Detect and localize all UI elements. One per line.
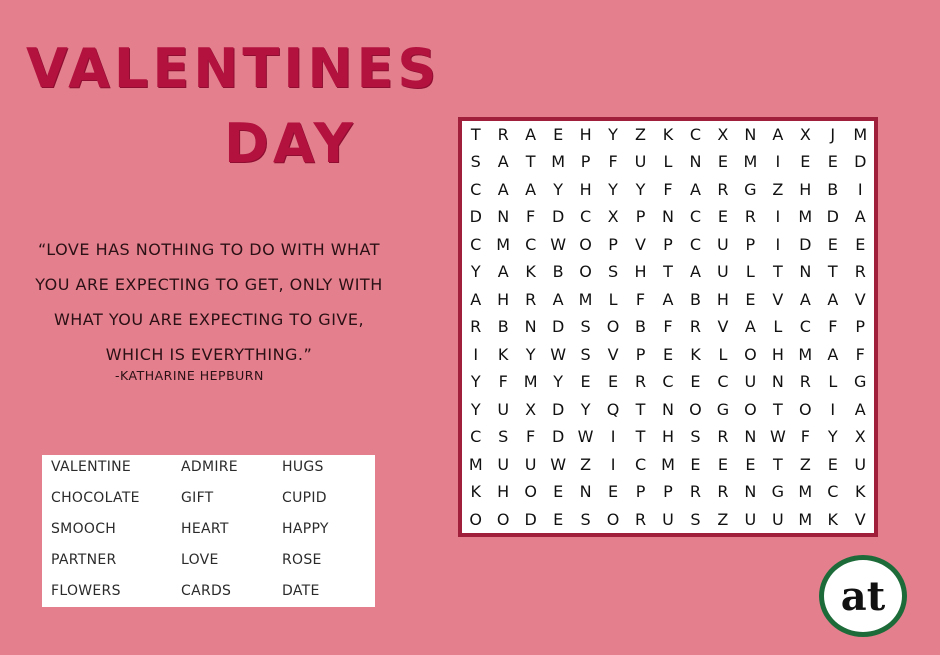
grid-letter[interactable]: R: [497, 125, 509, 144]
grid-letter[interactable]: Z: [635, 125, 646, 144]
grid-letter[interactable]: G: [854, 372, 867, 392]
grid-letter[interactable]: R: [689, 482, 701, 502]
brand-logo: [819, 555, 907, 637]
word-list: [42, 455, 375, 607]
grid-letter[interactable]: C: [634, 454, 647, 474]
grid-letter[interactable]: A: [689, 262, 701, 282]
grid-letter[interactable]: N: [497, 207, 510, 227]
grid-letter[interactable]: N: [662, 399, 674, 419]
grid-letter[interactable]: K: [470, 482, 481, 502]
word-list-item: LOVE: [181, 552, 219, 568]
grid-letter[interactable]: G: [771, 482, 785, 502]
grid-letter[interactable]: A: [552, 289, 564, 309]
grid-letter[interactable]: R: [744, 207, 756, 227]
grid-letter[interactable]: T: [663, 262, 673, 282]
logo-mark-icon: [824, 560, 902, 632]
grid-letter[interactable]: A: [799, 289, 811, 309]
grid-letter[interactable]: F: [635, 289, 646, 309]
grid-letter[interactable]: K: [497, 344, 509, 364]
grid-letter[interactable]: X: [799, 125, 811, 144]
word-list-item: DATE: [282, 583, 320, 599]
grid-letter[interactable]: N: [524, 317, 537, 337]
grid-letter[interactable]: A: [854, 207, 866, 227]
word-list-item: ADMIRE: [181, 459, 238, 475]
grid-letter[interactable]: X: [717, 125, 729, 144]
grid-letter[interactable]: N: [579, 482, 592, 502]
grid-letter[interactable]: E: [717, 454, 728, 474]
grid-letter[interactable]: E: [662, 344, 674, 364]
word-list-item: CHOCOLATE: [51, 490, 140, 506]
grid-letter[interactable]: B: [497, 317, 509, 337]
grid-letter[interactable]: E: [553, 125, 564, 144]
grid-letter[interactable]: V: [607, 344, 619, 364]
word-list-item: FLOWERS: [51, 583, 121, 599]
grid-letter[interactable]: E: [690, 454, 701, 474]
grid-letter[interactable]: E: [690, 372, 701, 392]
grid-letter[interactable]: C: [717, 372, 729, 392]
grid-letter[interactable]: E: [608, 372, 619, 392]
grid-letter[interactable]: D: [551, 317, 565, 337]
grid-letter[interactable]: D: [469, 207, 482, 227]
title-line-1: VALENTINES: [26, 37, 441, 100]
grid-letter[interactable]: Y: [553, 179, 563, 199]
grid-letter[interactable]: N: [799, 262, 812, 282]
grid-letter[interactable]: M: [798, 509, 813, 529]
grid-letter[interactable]: K: [827, 509, 839, 529]
grid-letter[interactable]: M: [798, 344, 813, 364]
title-line-2: DAY: [224, 112, 357, 175]
grid-letter[interactable]: L: [773, 317, 783, 337]
grid-letter[interactable]: U: [497, 399, 510, 419]
grid-letter[interactable]: C: [662, 372, 674, 392]
grid-letter[interactable]: A: [470, 289, 482, 309]
grid-letter[interactable]: H: [661, 427, 674, 447]
quote-line: YOU ARE EXPECTING TO GET, ONLY WITH: [35, 275, 383, 294]
grid-letter[interactable]: E: [717, 152, 728, 172]
grid-letter[interactable]: O: [606, 509, 620, 529]
grid-letter[interactable]: U: [717, 262, 729, 282]
grid-letter[interactable]: D: [551, 399, 565, 419]
grid-letter[interactable]: S: [690, 427, 701, 447]
grid-letter[interactable]: Y: [553, 372, 563, 392]
grid-letter[interactable]: O: [744, 399, 757, 419]
grid-letter[interactable]: E: [827, 454, 838, 474]
grid-letter[interactable]: S: [580, 509, 591, 529]
grid-letter[interactable]: R: [799, 372, 811, 392]
grid-letter[interactable]: P: [635, 482, 646, 502]
grid-letter[interactable]: D: [854, 152, 867, 172]
grid-letter[interactable]: E: [553, 509, 564, 529]
grid-letter[interactable]: F: [828, 317, 838, 337]
grid-letter[interactable]: E: [580, 372, 591, 392]
grid-letter[interactable]: R: [854, 262, 866, 282]
grid-letter[interactable]: F: [526, 207, 536, 227]
grid-letter[interactable]: A: [497, 152, 509, 172]
quote-line: WHAT YOU ARE EXPECTING TO GIVE,: [53, 310, 365, 329]
grid-letter[interactable]: B: [552, 262, 564, 282]
grid-letter[interactable]: A: [827, 344, 839, 364]
grid-letter[interactable]: R: [717, 482, 729, 502]
grid-letter[interactable]: P: [663, 234, 673, 254]
grid-letter[interactable]: E: [855, 234, 866, 254]
grid-letter[interactable]: A: [744, 317, 756, 337]
quote: [28, 232, 390, 372]
grid-letter[interactable]: U: [854, 454, 867, 474]
grid-letter[interactable]: H: [799, 179, 812, 199]
grid-letter[interactable]: C: [580, 207, 592, 227]
grid-letter[interactable]: P: [635, 207, 646, 227]
grid-letter[interactable]: D: [551, 427, 565, 447]
grid-letter[interactable]: M: [523, 372, 538, 392]
grid-letter[interactable]: U: [717, 234, 729, 254]
grid-letter[interactable]: V: [854, 289, 866, 309]
grid-letter[interactable]: T: [772, 262, 783, 282]
grid-letter[interactable]: R: [717, 427, 729, 447]
grid-letter[interactable]: U: [771, 509, 784, 529]
grid-letter[interactable]: F: [663, 179, 673, 199]
grid-letter[interactable]: A: [772, 125, 784, 144]
grid-letter[interactable]: C: [525, 234, 537, 254]
grid-letter[interactable]: K: [690, 344, 701, 364]
grid-letter[interactable]: T: [827, 262, 838, 282]
grid-letter[interactable]: B: [689, 289, 701, 309]
grid-letter[interactable]: A: [854, 399, 866, 419]
grid-letter[interactable]: W: [769, 427, 786, 447]
grid-letter[interactable]: F: [526, 427, 536, 447]
grid-letter[interactable]: M: [578, 289, 593, 309]
grid-letter[interactable]: K: [662, 125, 674, 144]
quote-author: -KATHARINE HEPBURN: [115, 368, 264, 383]
grid-letter[interactable]: O: [524, 482, 537, 502]
grid-letter[interactable]: U: [524, 454, 537, 474]
grid-letter[interactable]: P: [745, 234, 756, 254]
grid-letter[interactable]: Z: [772, 179, 784, 199]
grid-letter[interactable]: M: [798, 207, 813, 227]
grid-letter[interactable]: R: [634, 372, 647, 392]
grid-letter[interactable]: F: [663, 317, 673, 337]
grid-letter[interactable]: O: [689, 399, 702, 419]
word-list-item: PARTNER: [51, 552, 117, 568]
grid-letter[interactable]: M: [798, 482, 813, 502]
grid-letter[interactable]: I: [775, 152, 781, 172]
grid-letter[interactable]: C: [689, 125, 702, 144]
grid-letter[interactable]: O: [799, 399, 812, 419]
grid-letter[interactable]: Y: [827, 427, 838, 447]
grid-letter[interactable]: I: [610, 454, 616, 474]
grid-letter[interactable]: U: [497, 454, 510, 474]
grid-letter[interactable]: F: [608, 152, 618, 172]
grid-letter[interactable]: U: [662, 509, 674, 529]
grid-letter[interactable]: M: [661, 454, 675, 474]
grid-letter[interactable]: O: [469, 509, 483, 529]
grid-letter[interactable]: Y: [470, 399, 481, 419]
grid-letter[interactable]: N: [771, 372, 784, 392]
grid-letter[interactable]: E: [800, 152, 811, 172]
grid-letter[interactable]: J: [830, 125, 836, 144]
grid-letter[interactable]: B: [827, 179, 839, 199]
logo-text: at: [840, 573, 886, 620]
grid-letter[interactable]: E: [608, 482, 619, 502]
grid-letter[interactable]: P: [855, 317, 866, 337]
grid-letter[interactable]: G: [716, 399, 730, 419]
grid-letter[interactable]: L: [608, 289, 618, 309]
grid-letter[interactable]: C: [470, 234, 482, 254]
grid-letter[interactable]: T: [525, 152, 536, 172]
grid-letter[interactable]: N: [744, 125, 757, 144]
word-list-item: ROSE: [282, 552, 322, 568]
grid-letter[interactable]: S: [580, 344, 591, 364]
grid-letter[interactable]: G: [744, 179, 757, 199]
grid-letter[interactable]: I: [775, 207, 781, 227]
grid-letter[interactable]: S: [580, 317, 591, 337]
word-list-item: VALENTINE: [51, 459, 132, 475]
grid-letter[interactable]: U: [634, 152, 647, 172]
grid-letter[interactable]: A: [497, 262, 509, 282]
grid-letter[interactable]: N: [689, 152, 702, 172]
grid-letter[interactable]: Z: [580, 454, 592, 474]
grid-letter[interactable]: S: [690, 509, 701, 529]
grid-letter[interactable]: E: [745, 289, 756, 309]
grid-letter[interactable]: C: [470, 179, 482, 199]
word-list-item: GIFT: [181, 490, 214, 506]
grid-letter[interactable]: P: [580, 152, 591, 172]
word-list-item: HUGS: [282, 459, 324, 475]
grid-letter[interactable]: D: [551, 207, 565, 227]
grid-letter[interactable]: H: [634, 262, 647, 282]
grid-letter[interactable]: H: [579, 125, 592, 144]
grid-letter[interactable]: L: [745, 262, 755, 282]
word-list-item: HEART: [181, 521, 229, 537]
grid-letter[interactable]: M: [468, 454, 483, 474]
grid-letter[interactable]: Z: [717, 509, 729, 529]
grid-letter[interactable]: Y: [525, 344, 536, 364]
grid-letter[interactable]: V: [717, 317, 729, 337]
grid-letter[interactable]: X: [607, 207, 619, 227]
grid-letter[interactable]: H: [716, 289, 729, 309]
grid-letter[interactable]: B: [635, 317, 647, 337]
grid-letter[interactable]: N: [662, 207, 674, 227]
grid-letter[interactable]: U: [744, 372, 757, 392]
grid-letter[interactable]: X: [525, 399, 537, 419]
grid-letter[interactable]: O: [744, 344, 757, 364]
grid-letter[interactable]: E: [717, 207, 728, 227]
grid-letter[interactable]: A: [689, 179, 701, 199]
grid-letter[interactable]: E: [553, 482, 564, 502]
grid-letter[interactable]: Q: [606, 399, 620, 419]
grid-letter[interactable]: T: [470, 125, 481, 144]
grid-letter[interactable]: V: [854, 509, 866, 529]
grid-letter[interactable]: S: [470, 152, 481, 172]
quote-line: “LOVE HAS NOTHING TO DO WITH WHAT: [37, 240, 381, 259]
grid-letter[interactable]: T: [635, 427, 646, 447]
grid-letter[interactable]: L: [828, 372, 838, 392]
grid-letter[interactable]: Y: [580, 399, 591, 419]
grid-letter[interactable]: D: [524, 509, 537, 529]
grid-letter[interactable]: T: [635, 399, 646, 419]
grid-letter[interactable]: F: [800, 427, 810, 447]
grid-letter[interactable]: D: [799, 234, 812, 254]
grid-letter[interactable]: T: [772, 454, 783, 474]
grid-letter[interactable]: H: [579, 179, 592, 199]
grid-letter[interactable]: N: [744, 427, 757, 447]
grid-letter[interactable]: A: [497, 179, 509, 199]
grid-letter[interactable]: Y: [470, 372, 481, 392]
grid-letter[interactable]: P: [635, 344, 646, 364]
grid-letter[interactable]: H: [771, 344, 784, 364]
grid-letter[interactable]: D: [826, 207, 839, 227]
word-list-item: CARDS: [181, 583, 232, 599]
word-list-item: CUPID: [282, 490, 327, 506]
grid-letter[interactable]: F: [855, 344, 865, 364]
grid-letter[interactable]: C: [689, 234, 702, 254]
grid-letter[interactable]: I: [473, 344, 479, 364]
grid-letter[interactable]: S: [498, 427, 509, 447]
grid-letter[interactable]: C: [799, 317, 811, 337]
grid-letter[interactable]: Y: [635, 179, 646, 199]
grid-letter[interactable]: U: [744, 509, 757, 529]
quote-line: WHICH IS EVERYTHING.”: [105, 345, 313, 364]
grid-letter[interactable]: R: [470, 317, 482, 337]
grid-letter[interactable]: E: [827, 152, 838, 172]
grid-letter[interactable]: Y: [470, 262, 481, 282]
grid-letter[interactable]: M: [743, 152, 758, 172]
grid-letter[interactable]: V: [772, 289, 784, 309]
grid-letter[interactable]: L: [718, 344, 728, 364]
grid-letter[interactable]: X: [854, 427, 866, 447]
grid-letter[interactable]: W: [550, 344, 567, 364]
grid-letter[interactable]: A: [525, 179, 537, 199]
word-search-grid[interactable]: [458, 117, 878, 537]
grid-letter[interactable]: W: [577, 427, 594, 447]
grid-letter[interactable]: L: [663, 152, 673, 172]
grid-letter[interactable]: Y: [608, 179, 618, 199]
grid-letter[interactable]: I: [775, 234, 781, 254]
grid-letter[interactable]: A: [662, 289, 674, 309]
grid-letter[interactable]: M: [496, 234, 511, 254]
word-list-item: SMOOCH: [51, 521, 117, 537]
grid-letter[interactable]: E: [745, 454, 756, 474]
grid-letter[interactable]: C: [470, 427, 482, 447]
grid-letter[interactable]: W: [550, 454, 567, 474]
grid-letter[interactable]: V: [635, 234, 646, 254]
grid-letter[interactable]: E: [827, 234, 838, 254]
grid-letter[interactable]: R: [689, 317, 701, 337]
grid-letter[interactable]: C: [827, 482, 839, 502]
grid-letter[interactable]: H: [497, 289, 510, 309]
grid-letter[interactable]: A: [525, 125, 537, 144]
grid-letter[interactable]: I: [610, 427, 616, 447]
grid-letter[interactable]: R: [717, 179, 729, 199]
grid-letter[interactable]: R: [634, 509, 647, 529]
grid-letter[interactable]: K: [855, 482, 866, 502]
grid-letter[interactable]: A: [827, 289, 839, 309]
grid-letter[interactable]: O: [496, 509, 510, 529]
grid-letter[interactable]: M: [853, 125, 868, 144]
grid-letter[interactable]: I: [857, 179, 863, 199]
grid-letter[interactable]: I: [830, 399, 836, 419]
grid-letter[interactable]: Z: [799, 454, 811, 474]
grid-letter[interactable]: Y: [608, 125, 618, 144]
grid-letter[interactable]: S: [607, 262, 619, 282]
grid-letter[interactable]: P: [608, 234, 618, 254]
word-list-item: HAPPY: [282, 521, 329, 537]
grid-letter[interactable]: O: [579, 234, 592, 254]
grid-letter[interactable]: O: [579, 262, 592, 282]
grid-letter[interactable]: W: [550, 234, 567, 254]
grid-letter[interactable]: F: [498, 372, 508, 392]
grid-letter[interactable]: N: [744, 482, 757, 502]
grid-letter[interactable]: P: [663, 482, 673, 502]
grid-letter[interactable]: M: [551, 152, 566, 172]
grid-letter[interactable]: O: [606, 317, 620, 337]
grid-letter[interactable]: K: [525, 262, 536, 282]
grid-letter[interactable]: R: [525, 289, 537, 309]
grid-letter[interactable]: H: [497, 482, 510, 502]
grid-letter[interactable]: T: [772, 399, 783, 419]
grid-letter[interactable]: C: [689, 207, 702, 227]
